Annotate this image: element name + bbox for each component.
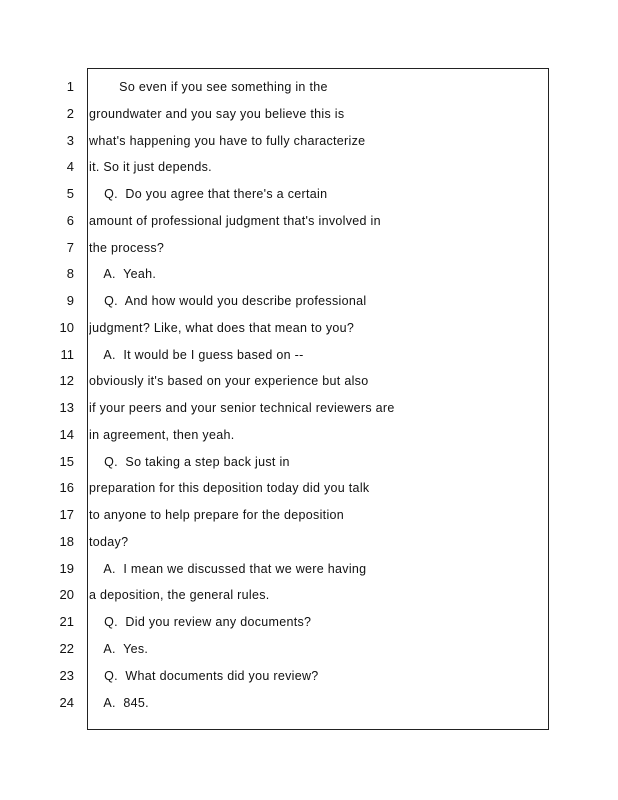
- transcript-line: [0, 158, 618, 185]
- transcript-line: [0, 667, 618, 694]
- line-text: obviously it's based on your experience but also: [89, 374, 369, 388]
- line-number: 15: [59, 454, 74, 469]
- line-number: 17: [59, 507, 74, 522]
- line-text: Q. And how would you describe professional: [89, 294, 367, 308]
- line-text: amount of professional judgment that's involved in: [89, 214, 381, 228]
- transcript-line: [0, 132, 618, 159]
- line-text: what's happening you have to fully characterize: [89, 134, 366, 148]
- transcript-line: [0, 426, 618, 453]
- line-number: 8: [66, 266, 74, 281]
- line-number: 9: [66, 293, 74, 308]
- line-number: 10: [59, 320, 74, 335]
- line-text: in agreement, then yeah.: [89, 428, 235, 442]
- transcript-line: [0, 640, 618, 667]
- line-text: preparation for this deposition today did you talk: [89, 481, 370, 495]
- transcript-line: [0, 694, 618, 721]
- line-text: if your peers and your senior technical reviewers are: [89, 401, 395, 415]
- line-text: A. Yeah.: [89, 267, 157, 281]
- transcript-line: [0, 533, 618, 560]
- transcript-line: [0, 105, 618, 132]
- transcript-line: [0, 265, 618, 292]
- line-number: 1: [66, 79, 74, 94]
- line-number: 16: [59, 480, 74, 495]
- line-number: 12: [59, 373, 74, 388]
- line-text: Q. Did you review any documents?: [89, 615, 312, 629]
- transcript-line: [0, 399, 618, 426]
- line-number: 20: [59, 587, 74, 602]
- transcript-line: [0, 239, 618, 266]
- line-text: judgment? Like, what does that mean to you?: [89, 321, 355, 335]
- line-text: groundwater and you say you believe this is: [89, 107, 345, 121]
- line-text: to anyone to help prepare for the deposition: [89, 508, 345, 522]
- line-text: A. I mean we discussed that we were having: [89, 562, 367, 576]
- line-number: 2: [66, 106, 74, 121]
- line-text: A. 845.: [89, 696, 149, 710]
- line-number: 3: [66, 133, 74, 148]
- line-number: 4: [66, 159, 74, 174]
- transcript-line: [0, 453, 618, 480]
- line-text: Q. Do you agree that there's a certain: [89, 187, 328, 201]
- line-number: 24: [59, 695, 74, 710]
- transcript-line: [0, 372, 618, 399]
- line-text: So even if you see something in the: [89, 80, 328, 94]
- line-number: 6: [66, 213, 74, 228]
- line-text: it. So it just depends.: [89, 160, 212, 174]
- line-text: Q. What documents did you review?: [89, 669, 319, 683]
- line-number: 23: [59, 668, 74, 683]
- transcript-line: [0, 479, 618, 506]
- transcript-line: [0, 319, 618, 346]
- line-text: today?: [89, 535, 129, 549]
- transcript-line: [0, 346, 618, 373]
- line-number: 14: [59, 427, 74, 442]
- transcript-line: [0, 586, 618, 613]
- transcript-line: [0, 506, 618, 533]
- transcript-line: [0, 560, 618, 587]
- line-number: 5: [66, 186, 74, 201]
- line-text: the process?: [89, 241, 165, 255]
- transcript-line: [0, 292, 618, 319]
- line-text: A. Yes.: [89, 642, 149, 656]
- line-text: Q. So taking a step back just in: [89, 455, 290, 469]
- line-number: 22: [59, 641, 74, 656]
- transcript-line: [0, 212, 618, 239]
- transcript-line: [0, 613, 618, 640]
- line-text: A. It would be I guess based on --: [89, 348, 304, 362]
- line-number: 18: [59, 534, 74, 549]
- line-number: 13: [59, 400, 74, 415]
- transcript-line: [0, 185, 618, 212]
- line-number: 7: [66, 240, 74, 255]
- line-text: a deposition, the general rules.: [89, 588, 270, 602]
- transcript-line: [0, 78, 618, 105]
- line-number: 21: [59, 614, 74, 629]
- line-number: 19: [59, 561, 74, 576]
- line-number: 11: [60, 347, 74, 362]
